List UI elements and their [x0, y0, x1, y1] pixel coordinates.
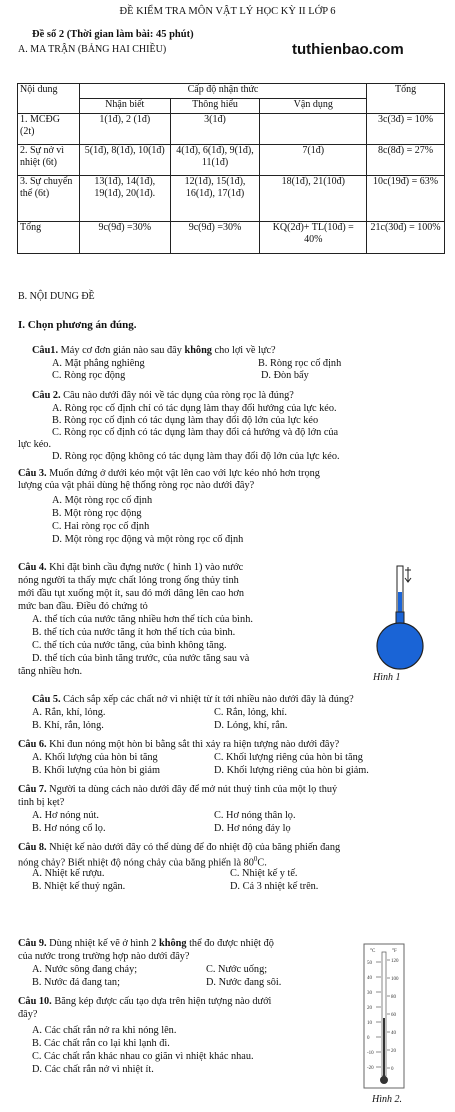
option-a[interactable]: A. Khối lượng của hòn bi tăng: [32, 752, 158, 763]
celsius-tick-label: 0: [367, 1036, 370, 1041]
option-c-continued: lực kéo.: [18, 439, 52, 450]
row-total: 8c(8đ) = 27%: [367, 145, 445, 176]
question-6: [18, 739, 339, 752]
exam-title: ĐỀ KIỂM TRA MÔN VẬT LÝ HỌC KỲ II LỚP 6: [119, 6, 336, 17]
row-know: 13(1đ), 14(1đ), 19(1đ), 20(1đ).: [79, 176, 170, 222]
site-watermark: tuthienbao.com: [292, 41, 404, 58]
row-apply: [260, 114, 367, 145]
option-b[interactable]: B. Nhiệt kế thuỷ ngân.: [32, 881, 126, 892]
fahrenheit-label: °F: [392, 949, 397, 954]
question-10: [18, 996, 271, 1009]
celsius-tick-label: -10: [367, 1051, 374, 1056]
option-b[interactable]: B. Hơ nóng cổ lọ.: [32, 823, 106, 834]
question-5: [32, 694, 354, 707]
row-know: 1(1đ), 2 (1đ): [79, 114, 170, 145]
option-b[interactable]: B. Ròng rọc cố định: [258, 358, 342, 369]
celsius-tick-label: -20: [367, 1066, 374, 1071]
row-apply: 7(1đ): [260, 145, 367, 176]
option-b[interactable]: B. Khí, rắn, lỏng.: [32, 720, 104, 731]
row-understand: 9c(9đ) =30%: [170, 222, 260, 254]
option-b[interactable]: B. Một ròng rọc động: [52, 508, 142, 519]
celsius-tick-label: 30: [367, 991, 372, 996]
question-emphasis: không: [159, 938, 187, 949]
fahrenheit-tick-label: 40: [391, 1031, 396, 1036]
option-d[interactable]: D. thể tích của bình tăng trước, của nước tăng sau và: [32, 653, 250, 664]
option-a[interactable]: A. Nhiệt kế rượu.: [32, 868, 105, 879]
option-a[interactable]: A. thể tích của nước tăng nhiều hơn thể tích của bình.: [32, 614, 253, 625]
option-c[interactable]: C. Các chất rắn khác nhau co giãn vì nhiệt khác nhau.: [32, 1051, 254, 1062]
question-text: tinh bị kẹt?: [18, 797, 65, 808]
option-d[interactable]: D. Khối lượng riêng của hòn bi giảm.: [214, 765, 369, 776]
question-number: Câu 6.: [18, 739, 47, 750]
table-row: [18, 145, 445, 176]
question-text: Nhiệt kế nào dưới đây có thể dùng để đo nhiệt độ của băng phiến đang: [46, 842, 341, 853]
question-number: Câu 4.: [18, 562, 47, 573]
table-row: [18, 176, 445, 222]
row-name: 2. Sự nở vì nhiệt (6t): [18, 145, 80, 176]
part-1-heading: I. Chọn phương án đúng.: [18, 319, 137, 331]
row-understand: 4(1đ), 6(1đ), 9(1đ), 11(1đ): [170, 145, 260, 176]
option-c[interactable]: C. Hai ròng rọc cố định: [52, 521, 150, 532]
option-d[interactable]: D. Một ròng rọc động và một ròng rọc cố định: [52, 534, 244, 545]
matrix-header-total: Tổng: [367, 84, 445, 114]
question-text: Người ta dùng cách nào dưới đây để mở nút thuỷ tinh của một lọ thuỷ: [46, 784, 338, 795]
option-d[interactable]: D. Cả 3 nhiệt kế trên.: [230, 881, 319, 892]
question-text: thể đo được nhiệt độ: [186, 938, 274, 949]
question-3: [18, 468, 320, 481]
option-a[interactable]: A. Ròng rọc cố định chỉ có tác dụng làm thay đổi hướng của lực kéo.: [52, 403, 337, 414]
celsius-tick-label: 50: [367, 961, 372, 966]
option-c[interactable]: C. Nhiệt kế y tế.: [230, 868, 298, 879]
option-c[interactable]: C. Rắn, lỏng, khí.: [214, 707, 287, 718]
option-b[interactable]: B. Khối lượng của hòn bi giảm: [32, 765, 160, 776]
thermometer-figure: [360, 942, 410, 1092]
option-a[interactable]: A. Các chất rắn nở ra khi nóng lên.: [32, 1025, 177, 1036]
option-c[interactable]: C. Ròng rọc cố định có tác dụng làm thay đổi cả hướng và độ lớn của: [52, 427, 339, 438]
table-row: [18, 222, 445, 254]
celsius-label: °C: [370, 949, 376, 954]
question-text: Khi đun nóng một hòn bi bằng sắt thì xảy ra hiện tượng nào dưới đây?: [46, 739, 340, 750]
question-text: nóng chảy? Biết nhiệt độ nóng chảy của băng phiến là 80: [18, 857, 254, 869]
figure-2-caption: Hình 2.: [372, 1094, 402, 1105]
option-c[interactable]: C. Hơ nóng thân lọ.: [214, 810, 296, 821]
option-d-continued: tăng nhiều hơn.: [18, 666, 83, 677]
question-number: Câu 5.: [32, 694, 61, 705]
matrix-header-level: Cấp độ nhận thức: [79, 84, 366, 99]
question-text: cho lợi về lực?: [211, 345, 276, 356]
degree-superscript: 0: [253, 855, 258, 863]
question-1: [32, 345, 276, 358]
question-number: Câu 9.: [18, 938, 47, 949]
fahrenheit-tick-label: 120: [391, 959, 399, 964]
row-know: 9c(9đ) =30%: [79, 222, 170, 254]
table-row: [18, 114, 445, 145]
row-apply: 18(1đ), 21(10đ): [260, 176, 367, 222]
option-a[interactable]: A. Nước sông đang chảy;: [32, 964, 138, 975]
option-a[interactable]: A. Rắn, khí, lỏng.: [32, 707, 106, 718]
thermometer-bulb: [380, 1076, 388, 1084]
row-total: 3c(3đ) = 10%: [367, 114, 445, 145]
fahrenheit-tick-label: 0: [391, 1067, 394, 1072]
celsius-tick-label: 40: [367, 976, 372, 981]
question-emphasis: không: [184, 345, 212, 356]
question-text: lượng của vật phải dùng hệ thống ròng rọc nào dưới đây?: [18, 480, 255, 491]
fahrenheit-tick-label: 20: [391, 1049, 396, 1054]
question-text: Máy cơ đơn giản nào sau đây: [58, 345, 185, 356]
fahrenheit-tick-label: 60: [391, 1013, 396, 1018]
matrix-table: [17, 83, 445, 254]
celsius-tick-label: 20: [367, 1006, 372, 1011]
section-a-heading: A. MA TRẬN (BẢNG HAI CHIỀU): [18, 44, 167, 55]
option-a[interactable]: A. Mặt phẳng nghiêng: [52, 358, 145, 369]
question-number: Câu 3.: [18, 468, 47, 479]
flask-figure: [372, 564, 432, 674]
option-b[interactable]: B. Các chất rắn co lại khi lạnh đi.: [32, 1038, 170, 1049]
row-know: 5(1đ), 8(1đ), 10(1đ): [79, 145, 170, 176]
option-d[interactable]: D. Lỏng, khí, rắn.: [214, 720, 288, 731]
question-number: Câu 2.: [32, 390, 61, 401]
question-text: C.: [257, 857, 267, 869]
question-text: mới đầu tụt xuống một ít, sau đó mới dâng lên cao hơn: [18, 588, 244, 599]
option-d[interactable]: D. Các chất rắn nở vì nhiệt ít.: [32, 1064, 154, 1075]
question-text: Dùng nhiệt kế vẽ ở hình 2: [46, 938, 160, 949]
option-b[interactable]: B. thể tích của nước tăng ít hơn thể tích của bình.: [32, 627, 236, 638]
question-2: [32, 390, 294, 403]
row-name: 3. Sự chuyển thể (6t): [18, 176, 80, 222]
question-text: Câu nào dưới đây nói về tác dụng của ròng rọc là đúng?: [60, 390, 294, 401]
option-c[interactable]: C. Ròng rọc động: [52, 370, 126, 381]
matrix-header-understand: Thông hiểu: [170, 99, 260, 114]
question-number: Câu 7.: [18, 784, 47, 795]
matrix-header-know: Nhận biết: [79, 99, 170, 114]
row-total: 21c(30đ) = 100%: [367, 222, 445, 254]
question-text: Băng kép được cấu tạo dựa trên hiện tượng nào dưới: [51, 996, 272, 1007]
thermometer-column: [383, 1018, 385, 1076]
option-b[interactable]: B. Ròng rọc cố định có tác dụng làm thay đổi độ lớn của lực kéo: [52, 415, 319, 426]
figure-1-caption: Hình 1: [373, 672, 401, 683]
row-name: 1. MCĐG (2t): [18, 114, 80, 145]
option-b[interactable]: B. Nước đá đang tan;: [32, 977, 120, 988]
row-understand: 12(1đ), 15(1đ), 16(1đ), 17(1đ): [170, 176, 260, 222]
question-7: [18, 784, 337, 797]
fahrenheit-tick-label: 80: [391, 995, 396, 1000]
exam-subtitle: Đề số 2 (Thời gian làm bài: 45 phút): [32, 29, 194, 40]
question-number: Câu 8.: [18, 842, 47, 853]
option-a[interactable]: A. Hơ nóng nút.: [32, 810, 99, 821]
fahrenheit-tick-label: 100: [391, 977, 399, 982]
question-text: Cách sắp xếp các chất nở vì nhiệt từ ít tới nhiều nào dưới đây là đúng?: [60, 694, 354, 705]
question-text: nóng người ta thấy mực chất lỏng trong ống thủy tinh: [18, 575, 239, 586]
option-d[interactable]: D. Ròng rọc động không có tác dụng làm thay đổi độ lớn của lực kéo.: [52, 451, 340, 462]
question-text: Muốn đứng ở dưới kéo một vật lên cao với lực kéo nhỏ hơn trọng: [46, 468, 320, 479]
option-d[interactable]: D. Nước đang sôi.: [206, 977, 282, 988]
option-d[interactable]: D. Hơ nóng đáy lọ: [214, 823, 291, 834]
row-understand: 3(1đ): [170, 114, 260, 145]
row-name: Tổng: [18, 222, 80, 254]
celsius-tick-label: 10: [367, 1021, 372, 1026]
option-d[interactable]: D. Đòn bẩy: [261, 370, 309, 381]
flask-bulb: [377, 623, 423, 669]
question-number: Câu 10.: [18, 996, 52, 1007]
question-8: [18, 842, 340, 855]
option-a[interactable]: A. Một ròng rọc cố định: [52, 495, 153, 506]
row-apply: KQ(2đ)+ TL(10đ) = 40%: [260, 222, 367, 254]
section-b-heading: B. NỘI DUNG ĐỀ: [18, 291, 95, 302]
matrix-header-content: Nội dung: [18, 84, 80, 114]
level-arrow-icon: [405, 567, 411, 582]
question-text: Khi đặt bình cầu đựng nước ( hình 1) vào nước: [46, 562, 244, 573]
question-9: [18, 938, 274, 951]
option-c[interactable]: C. Nước uống;: [206, 964, 268, 975]
matrix-header-apply: Vận dụng: [260, 99, 367, 114]
option-c[interactable]: C. thể tích của nước tăng, của bình không tăng.: [32, 640, 227, 651]
question-number: Câu1.: [32, 345, 59, 356]
question-text: đây?: [18, 1009, 38, 1020]
option-c[interactable]: C. Khối lượng riêng của hòn bi tăng: [214, 752, 363, 763]
question-4: [18, 562, 243, 575]
question-text: của nước trong trường hợp nào dưới đây?: [18, 951, 190, 962]
question-text: mức ban đầu. Điều đó chứng tỏ: [18, 601, 148, 612]
row-total: 10c(19đ) = 63%: [367, 176, 445, 222]
